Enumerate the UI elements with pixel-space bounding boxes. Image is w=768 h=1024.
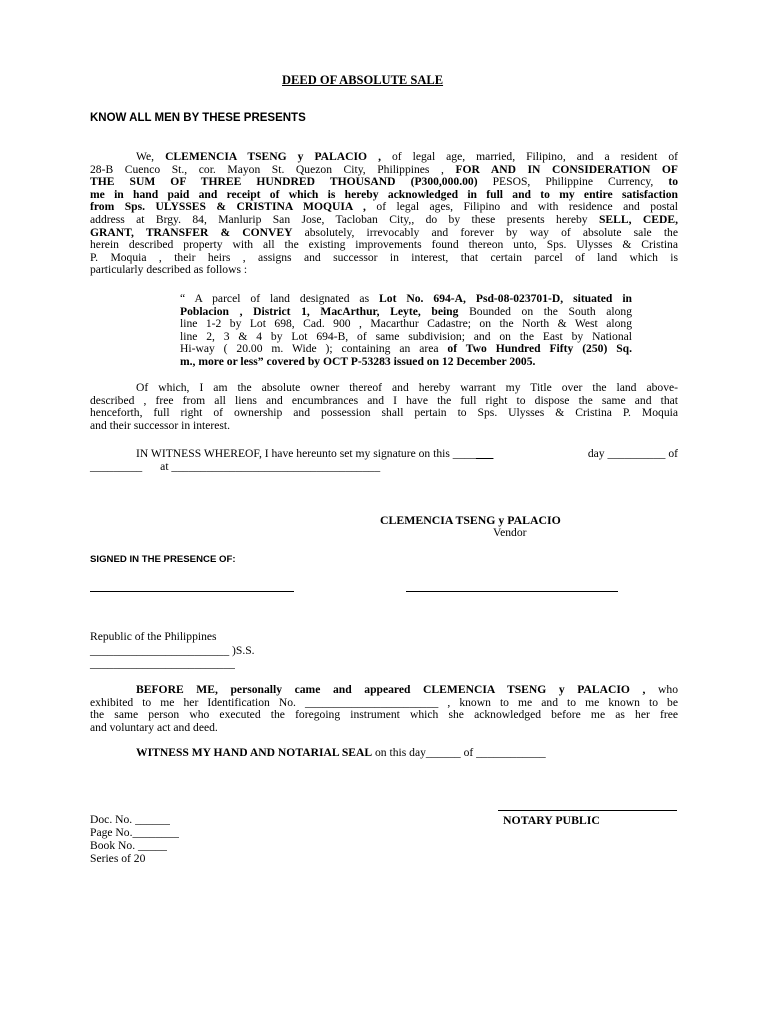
vendor-name: CLEMENCIA TSENG y PALACIO , (165, 150, 381, 163)
presence-heading: SIGNED IN THE PRESENCE OF: (90, 554, 236, 565)
document-title: DEED OF ABSOLUTE SALE (282, 73, 444, 87)
witness-signature-line-1 (90, 591, 294, 592)
series-of: Series of 20 (90, 852, 146, 865)
ss-line: ________________________ )S.S. (90, 644, 255, 657)
page-no: Page No.________ (90, 826, 179, 839)
land-description: “ A parcel of land designated as Lot No. 694-A, Psd-08-023701-D, situated in Poblacion , District 1, MacArthur, Leyte, being Bounded on the South along line 1-2 by Lot 698, Cad. 900 , Macarthur Cadastre; on the North & West along line 2, 3 & 4 by Lot 694-B, of same subdivision; and on the East by National Hi-way ( 20.00 m. Wide ); containing an area of Two Hundred Fifty (250) Sq. m., more or less” covered by OCT P-53283 issued on 12 December 2005. (180, 292, 633, 368)
notary-signature-line (498, 810, 677, 811)
acknowledgment-paragraph: BEFORE ME, personally came and appeared CLEMENCIA TSENG y PALACIO , who exhibited to me her Identification No. _______________________ , known to me and to me known to be the same person who executed the foregoing instrument which she acknowledged before me as her free and voluntary act and deed. (90, 683, 679, 734)
witness-line-1: IN WITNESS WHEREOF, I have hereunto set my signature on this _______ day __________ of (136, 447, 678, 460)
witness-line-2: _________ at ____________________________________ (90, 460, 381, 473)
notary-public-label: NOTARY PUBLIC (503, 813, 600, 827)
paragraph-sale-terms: We, CLEMENCIA TSENG y PALACIO , of legal age, married, Filipino, and a resident of 28-B Cuenco St., cor. Mayon St. Quezon City, Philippines , FOR AND IN CONSIDERATION OF THE SUM OF THREE HUNDRED THOUSAND (P300,000.00) PESOS, Philippine Currency, to me in hand paid and receipt of which is hereby acknowledged in full and to my entire satisfaction from Sps. ULYSSES & CRISTINA MOQUIA , of legal ages, Filipino and with residence and postal address at Brgy. 84, Manlurip San Jose, Tacloban City,, do by these presents hereby SELL, CEDE, GRANT, TRANSFER & CONVEY absolutely, irrevocably and forever by way of absolute sale the herein described property with all the existing improvements found thereon unto, Sps. Ulysses & Cristina P. Moquia , their heirs , assigns and successor in interest, that certain parcel of land which is particularly described as follows : (90, 150, 678, 277)
republic-label: Republic of the Philippines (90, 630, 217, 643)
venue-blank-line: _________________________ (90, 657, 235, 670)
notarial-seal-line: WITNESS MY HAND AND NOTARIAL SEAL on this day______ of ____________ (136, 746, 546, 759)
vendor-label: Vendor (493, 526, 527, 539)
witness-signature-line-2 (406, 591, 618, 592)
vendor-signature-name: CLEMENCIA TSENG y PALACIO (380, 513, 561, 527)
vendee-names: from Sps. ULYSSES & CRISTINA MOQUIA , (90, 200, 366, 214)
book-no: Book No. _____ (90, 839, 167, 852)
paragraph-ownership: Of which, I am the absolute owner thereof and hereby warrant my Title over the land above- described , free from all liens and encumbrances and I have the full right to dispose the same and that henceforth, full right of ownership and possession shall pertain to Sps. Ulysses & Cristina P. Moquia and their successor in interest. (90, 381, 678, 432)
opening-line: KNOW ALL MEN BY THESE PRESENTS (90, 112, 306, 124)
doc-no: Doc. No. ______ (90, 813, 170, 826)
